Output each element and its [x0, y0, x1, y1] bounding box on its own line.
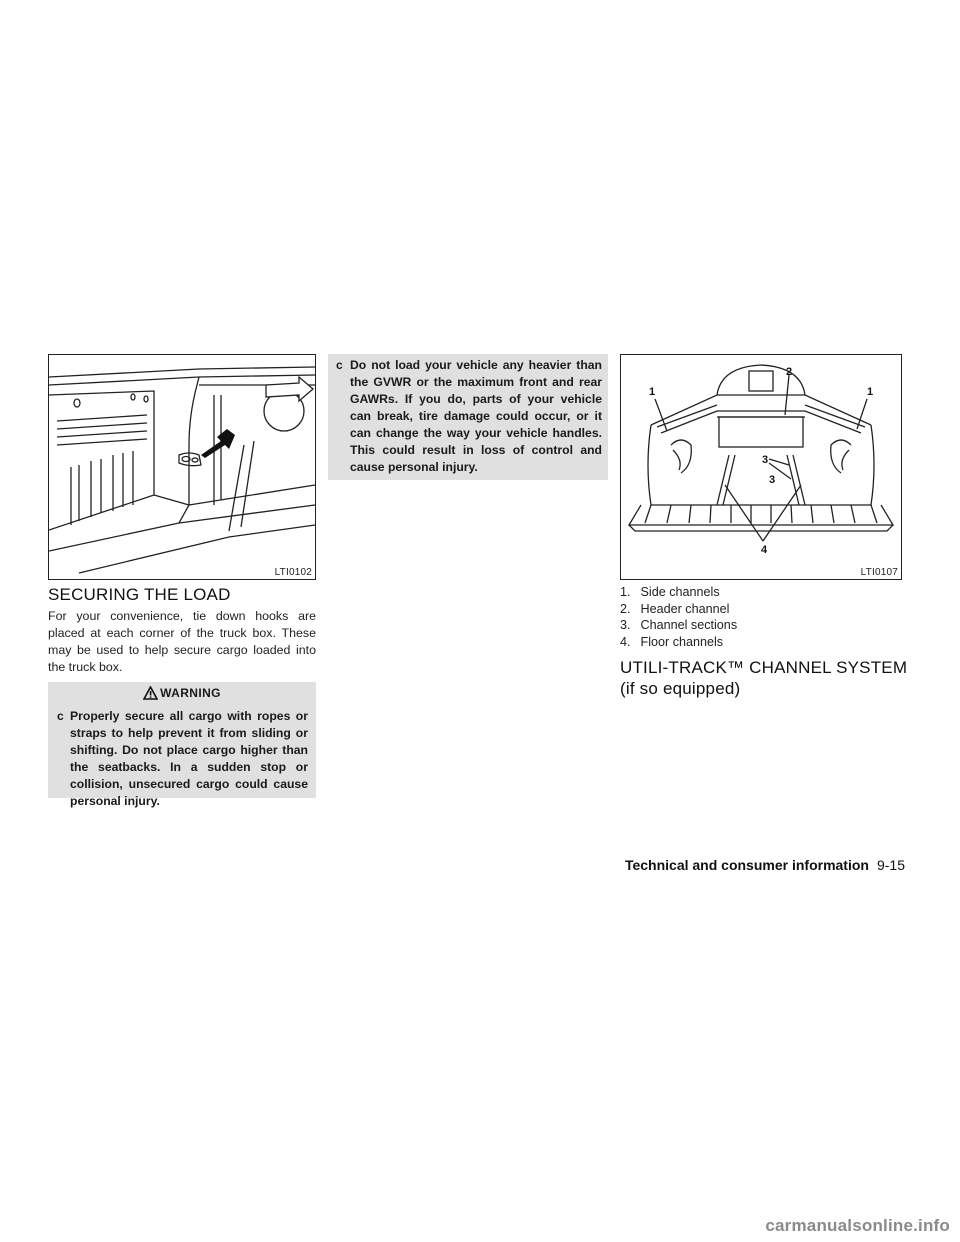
callout-2: 2 — [786, 366, 793, 378]
section-heading-securing-load: SECURING THE LOAD — [48, 585, 231, 604]
callout-3-upper: 3 — [762, 454, 769, 466]
truck-bed-illustration — [621, 355, 901, 579]
warning-triangle-icon — [143, 686, 158, 700]
warning-header — [48, 682, 316, 704]
footer-section-title: Technical and consumer information — [624, 857, 869, 873]
watermark: carmanualsonline.info — [765, 1216, 950, 1235]
warning-box-left — [48, 682, 316, 808]
figure-utili-track — [620, 354, 902, 580]
warning-text-cargo: Properly secure all cargo with ropes or straps to help prevent it from sliding or shifting. Do not place cargo higher than the seatbacks. In a sudden stop or collision, unsecured cargo could cause personal injury. — [70, 709, 308, 808]
page-number: 9-15 — [876, 857, 905, 873]
tie-down-hook-illustration — [49, 355, 315, 579]
callout-3-lower: 3 — [769, 474, 776, 486]
channel-legend — [620, 584, 737, 650]
figure-tie-down-hook — [48, 354, 316, 580]
legend-item: 3. Channel sections — [620, 618, 738, 633]
figure-code: LTI0107 — [860, 567, 898, 578]
figure-code: LTI0102 — [274, 567, 312, 578]
section-heading-utili-track: UTILI-TRACK™ CHANNEL SYSTEM (if so equipped) — [620, 658, 908, 698]
legend-item: 1. Side channels — [620, 585, 720, 599]
callout-1-right: 1 — [867, 386, 874, 398]
bullet-symbol: c — [57, 709, 64, 723]
legend-item: 4. Floor channels — [620, 634, 724, 649]
callout-4: 4 — [761, 544, 768, 556]
legend-item: 2. Header channel — [620, 601, 730, 616]
page-footer — [625, 857, 905, 873]
warning-box-middle — [328, 354, 608, 480]
callout-1-left: 1 — [649, 386, 656, 398]
securing-load-paragraph: For your convenience, tie down hooks are placed at each corner of the truck box. These may be used to help secure cargo loaded into the truck box. — [48, 609, 316, 674]
warning-label: WARNING — [160, 686, 221, 700]
bullet-symbol: c — [336, 358, 343, 372]
warning-text-gvwr: Do not load your vehicle any heavier than the GVWR or the maximum front and rear GAWRs. If you do, parts of your vehicle can break, tire damage could occur, or it can change the way your vehicle handles. This could result in loss of control and cause personal injury. — [350, 358, 602, 474]
